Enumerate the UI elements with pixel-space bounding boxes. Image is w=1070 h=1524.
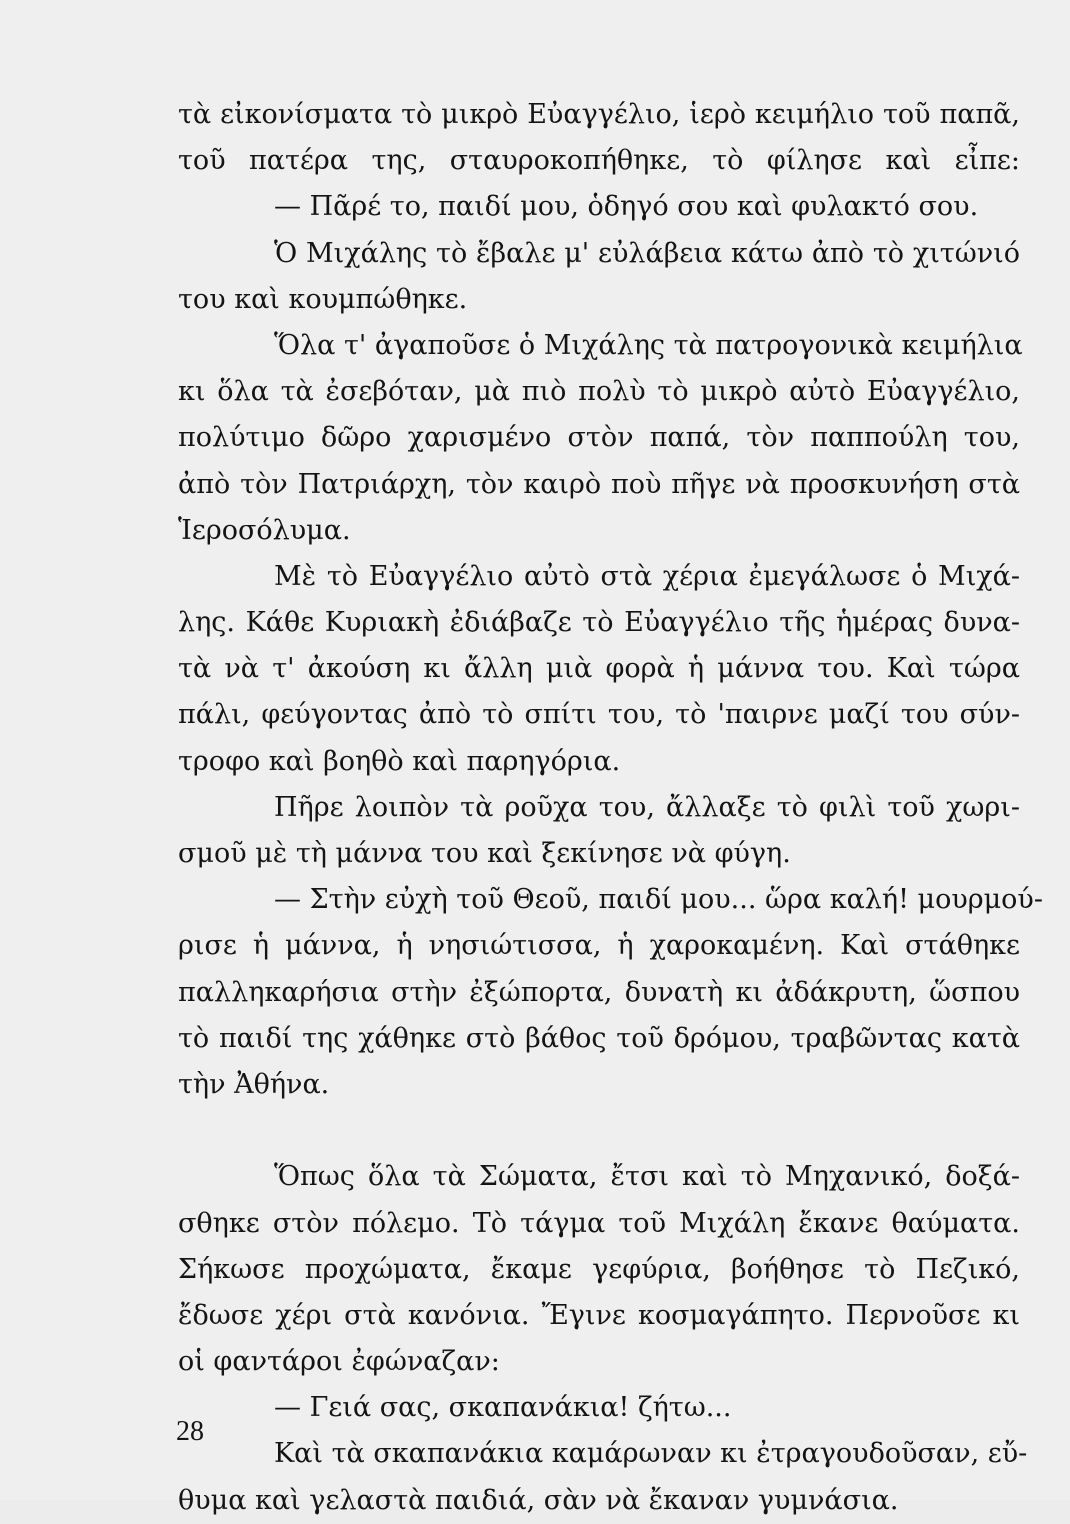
text-line: παλληκαρήσια στὴν ἐξώπορτα, δυνατὴ κι ἀδάκρυτη, ὥσπου [178,976,1020,1008]
paragraph-start: Ὅλα τ' ἀγαποῦσε ὁ Μιχάλης τὰ πατρογονικὰ κειμήλια [274,329,1023,361]
text-line: τροφο καὶ βοηθὸ καὶ παρηγόρια. [178,745,621,777]
section-break [178,1108,1020,1154]
text-line: κι ὅλα τὰ ἐσεβόταν, μὰ πιὸ πολὺ τὸ μικρὸ αὐτὸ Εὐαγγέλιο, [178,376,1020,408]
text-line: ρισε ἡ μάννα, ἡ νησιώτισσα, ἡ χαροκαμένη. Καὶ στάθηκε [178,930,1020,962]
paragraph-start: Ὁ Μιχάλης τὸ ἔβαλε μ' εὐλάβεια κάτω ἀπὸ τὸ χιτώνιό [274,237,1020,269]
text-line: Σήκωσε προχώματα, ἔκαμε γεφύρια, βοήθησε τὸ Πεζικό, [178,1253,1020,1285]
dialogue-line: — Στὴν εὐχὴ τοῦ Θεοῦ, παιδί μου... ὥρα καλή! μουρμού- [274,884,1043,916]
page-number: 28 [176,1416,204,1447]
text-line: τὰ εἰκονίσματα τὸ μικρὸ Εὐαγγέλιο, ἱερὸ κειμήλιο τοῦ παπᾶ, [178,99,1020,130]
paragraph-start: Καὶ τὰ σκαπανάκια καμάρωναν κι ἐτραγουδοῦσαν, εὔ- [274,1438,1028,1470]
text-line: τοῦ πατέρα της, σταυροκοπήθηκε, τὸ φίλησε καὶ εἶπε: [178,145,1020,177]
text-line: σθηκε στὸν πόλεμο. Τὸ τάγμα τοῦ Μιχάλη ἔκανε θαύματα. [178,1207,1020,1239]
text-line: σμοῦ μὲ τὴ μάννα του καὶ ξεκίνησε νὰ φύγη. [178,838,791,869]
text-line: πολύτιμο δῶρο χαρισμένο στὸν παπά, τὸν παππούλη του, [178,422,1020,454]
dialogue-line: — Γειά σας, σκαπανάκια! ζήτω... [274,1392,732,1424]
paragraph-start: Πῆρε λοιπὸν τὰ ροῦχα του, ἄλλαξε τὸ φιλὶ τοῦ χωρι- [274,791,1020,823]
text-line: τὰ νὰ τ' ἀκούση κι ἄλλη μιὰ φορὰ ἡ μάννα του. Καὶ τώρα [178,653,1020,685]
text-line: τὴν Ἀθήνα. [178,1068,330,1100]
paragraph-start: Μὲ τὸ Εὐαγγέλιο αὐτὸ στὰ χέρια ἐμεγάλωσε ὁ Μιχά- [274,560,1020,592]
text-line: πάλι, φεύγοντας ἀπὸ τὸ σπίτι του, τὸ 'παιρνε μαζί του σύν- [178,699,1020,731]
text-line: τὸ παιδί της χάθηκε στὸ βάθος τοῦ δρόμου, τραβῶντας κατὰ [178,1022,1020,1054]
text-line: του καὶ κουμπώθηκε. [178,283,468,315]
dialogue-line: — Πᾶρέ το, παιδί μου, ὁδηγό σου καὶ φυλακτό σου. [274,191,979,223]
paragraph-start: Ὅπως ὅλα τὰ Σώματα, ἔτσι καὶ τὸ Μηχανικό, δοξά- [274,1161,1020,1193]
text-line: λης. Κάθε Κυριακὴ ἐδιάβαζε τὸ Εὐαγγέλιο τῆς ἡμέρας δυνα- [178,607,1020,639]
body-text [178,92,1043,1524]
text-line: οἱ φαντάροι ἐφώναζαν: [178,1346,500,1378]
text-line: ἔδωσε χέρι στὰ κανόνια. Ἔγινε κοσμαγάπητο. Περνοῦσε κι [178,1299,1020,1331]
text-line: ἀπὸ τὸν Πατριάρχη, τὸν καιρὸ ποὺ πῆγε νὰ προσκυνήση στὰ [178,468,1020,500]
text-line: θυμα καὶ γελαστὰ παιδιά, σὰν νὰ ἔκαναν γυμνάσια. [178,1484,899,1516]
text-line: Ἱεροσόλυμα. [178,514,351,546]
